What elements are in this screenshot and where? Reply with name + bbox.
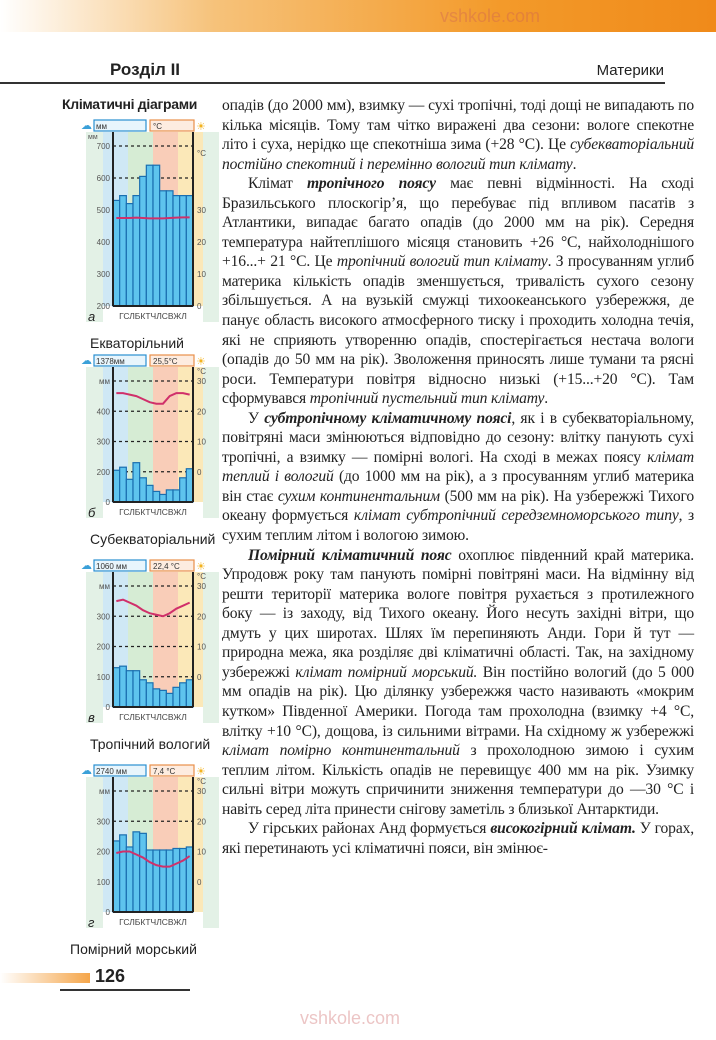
- precip-bar: [140, 680, 147, 707]
- text-run: , з сухим теплим літом і вологою зимою.: [222, 507, 694, 545]
- left-tick-label: 100: [96, 877, 110, 887]
- emphasis-text: субтропічному кліматичному поясі: [264, 409, 512, 427]
- precip-bar: [146, 165, 153, 306]
- precip-bar: [133, 671, 140, 707]
- precip-bar: [120, 467, 127, 502]
- page-number-band: [0, 973, 90, 983]
- left-unit: мм: [88, 134, 98, 141]
- diagram-caption: Тропічний вологий: [90, 736, 211, 752]
- emphasis-text: клімат теплий і вологий: [222, 448, 694, 486]
- precip-total: 1378мм: [96, 357, 125, 366]
- month-labels: ГСЛБКТЧЛСВЖЛ: [119, 917, 187, 927]
- emphasis-text: тропічного поясу: [306, 175, 436, 193]
- precip-bar: [126, 671, 133, 707]
- precip-bar: [160, 690, 167, 707]
- sun-icon: ☀: [196, 356, 206, 368]
- cloud-icon: ☁: [81, 560, 92, 572]
- right-tick-label: 30: [197, 377, 206, 386]
- precip-bar: [180, 196, 187, 306]
- precip-bar: [140, 478, 147, 502]
- right-tick-label: 20: [197, 238, 206, 247]
- diagram-letter: г: [88, 915, 95, 930]
- header-rule: [0, 82, 665, 84]
- precip-bar: [146, 850, 153, 912]
- left-tick-label: 400: [96, 238, 110, 247]
- climate-diagram: [78, 558, 220, 752]
- left-tick-label: 300: [96, 270, 110, 279]
- text-run: з прохолодною зимою і сухим теплим літом. Кількість опадів не перевищує 400 мм на рік. Узимку сильні вітри можуть спричинити зниження температури до —30 °C і навіть серед літа принести снігову заметіль з близької Антарктиди.: [222, 742, 694, 818]
- cloud-icon: ☁: [81, 765, 92, 777]
- emphasis-text: високогірний клімат.: [490, 820, 636, 838]
- header-band: [0, 0, 716, 32]
- cloud-icon: ☁: [81, 355, 92, 367]
- text-run: У гірських районах Анд формується: [248, 820, 491, 838]
- precip-bar: [180, 478, 187, 502]
- right-unit: °C: [197, 367, 206, 376]
- diagram-svg: [78, 763, 220, 939]
- diagram-caption: Екваторільний: [90, 335, 184, 351]
- right-tick-label: 10: [197, 847, 206, 857]
- left-tick-label: 500: [96, 206, 110, 215]
- text-run: (500 мм на рік). На узбережжі Тихого океану формується: [222, 487, 694, 525]
- section-title: Розділ II: [110, 60, 181, 79]
- right-tick-label: 20: [197, 612, 206, 622]
- paragraph: [222, 546, 694, 820]
- right-unit: °C: [197, 777, 206, 786]
- temp-mean: °C: [153, 122, 162, 131]
- precip-bar: [120, 196, 127, 306]
- text-run: .: [572, 155, 577, 173]
- precip-bar: [140, 176, 147, 306]
- diagram-caption: Субекваторіальний: [90, 531, 216, 547]
- left-tick-label: 0: [105, 498, 110, 507]
- left-tick-label: 200: [96, 302, 110, 311]
- axis-panel: [203, 132, 219, 322]
- precip-total: 2740 мм: [96, 767, 128, 776]
- text-run: опадів (до 2000 мм), взимку — сухі тропічні, тоді дощі не випадають по кілька місяців. Тому там чітко виражені два сезони: вологе спекотне літо і суха, нерідко ще спекотніша зима (+28 °C). Це: [222, 97, 694, 154]
- text-run: охоплює південний край материка. Упродовж року там панують помірні повітряні маси. На відмінну від решти території материка вологе повітря рухається з протилежного боку — із заходу, від Тихого океану. Його несуть західні вітри, що дмуть у цих широтах. Шлях їм перепиняють Анди. Гори й тут — природна межа, яка розділяє дві кліматичні області. Так, на західному узбережжі: [222, 546, 694, 681]
- diagram-letter: а: [88, 309, 96, 324]
- precip-bar: [153, 850, 160, 912]
- precip-bar: [173, 196, 180, 306]
- precip-bar: [173, 687, 180, 707]
- precip-bar: [153, 491, 160, 502]
- sun-icon: ☀: [196, 121, 206, 133]
- left-tick-label: 0: [105, 908, 110, 917]
- right-tick-label: 20: [197, 817, 206, 827]
- month-labels: ГСЛБКТЧЛСВЖЛ: [119, 507, 187, 517]
- emphasis-text: тропічний вологий тип клімату: [336, 253, 548, 271]
- paragraph: [222, 819, 694, 858]
- precip-bar: [180, 683, 187, 707]
- sidebar-title: Кліматичні діаграми: [62, 96, 198, 112]
- emphasis-text: Помірний кліматичний пояс: [248, 546, 452, 564]
- right-tick-label: 10: [197, 270, 206, 279]
- left-tick-label: 600: [96, 174, 110, 183]
- paragraph: [222, 96, 694, 174]
- cloud-icon: ☁: [81, 120, 92, 132]
- diagram-letter: в: [88, 710, 95, 725]
- text-run: має певні відмінності. На сході Бразильського плоскогір’я, що перебуває під впливом пасатів з Атлантики, випадає багато опадів (до 2000 мм на рік). Середня температура найтеплішого місяця становить +26 °C, найхолоднішого +16...+ 21 °C. Це: [222, 175, 695, 271]
- precip-bar: [173, 490, 180, 502]
- season-band: [153, 367, 178, 502]
- precip-bar: [173, 848, 180, 912]
- temp-mean: 25,5°C: [153, 357, 178, 366]
- text-run: , як і в субекваторіальному, повітряні маси змінюються відповідно до сезону: влітку панують сухі тропічні, а взимку — помірні вологі. На сході в межах поясу: [222, 409, 694, 466]
- precip-bar: [153, 689, 160, 707]
- watermark: vshkole.com: [300, 1008, 401, 1028]
- text-run: (до 1000 мм на рік), а з просуванням углиб материка він стає: [222, 468, 694, 505]
- text-run: Клімат: [248, 175, 307, 193]
- watermark: vshkole.com: [440, 6, 541, 26]
- precip-bar: [120, 666, 127, 707]
- climate-diagram: [78, 353, 220, 547]
- precip-bar: [166, 490, 173, 502]
- left-tick-label: 200: [96, 847, 110, 857]
- emphasis-text: клімат субтропічний середземноморського типу: [353, 507, 679, 525]
- text-run: Він постійно вологий (до 5 000 мм опадів на рік). Цю ділянку узбережжя часто називають «мокрим кутком» Південної Америки. Погода там прохолодна (взимку +4 °C, влітку +10 °C), дощова, із сильними вітрами. На східному ж узбережжі: [222, 663, 695, 740]
- paragraph: [222, 409, 694, 546]
- climate-diagram: [70, 763, 220, 957]
- precip-bar: [166, 693, 173, 707]
- page-number: 126: [95, 966, 126, 986]
- sun-icon: ☀: [196, 561, 206, 573]
- right-tick-label: 20: [197, 407, 206, 417]
- right-unit: °C: [197, 572, 206, 581]
- precip-bar: [126, 479, 133, 502]
- left-tick-label: мм: [99, 582, 110, 591]
- emphasis-text: субекваторіальний постійно спекотний і перемінно вологий тип клімату: [222, 136, 694, 173]
- temp-mean: 7,4 °C: [153, 767, 176, 776]
- right-tick-label: 0: [197, 467, 202, 477]
- axis-panel: [86, 132, 103, 322]
- left-tick-label: 100: [96, 672, 110, 682]
- temp-line: [116, 217, 189, 218]
- left-tick-label: 200: [96, 642, 110, 652]
- precip-bar: [160, 494, 167, 502]
- precip-bar: [133, 463, 140, 502]
- chapter-title: Материки: [596, 62, 664, 79]
- left-tick-label: 200: [96, 467, 110, 477]
- diagram-svg: [78, 118, 220, 333]
- text-run: . З просуванням углиб материка кількість опадів зменшується, тривалість сухого сезону збільшується. А на вузькій смужці тихоокеанського узбережжя, де панує область високого атмосферного тиску і проходить холодна течія, які не сприяють утворенню опадів, спостерігається нестача вологи (опадів до 50 мм на рік). Зволоження приносять лише тумани та рясні роси. Температури повітря відносно низькі (+15...+20 °C). Там сформувався: [222, 253, 694, 408]
- main-text: [222, 96, 694, 858]
- left-tick-label: 300: [96, 612, 110, 622]
- precip-bar: [133, 196, 140, 306]
- right-tick-label: 30: [197, 787, 206, 796]
- footer-rule: [60, 989, 190, 991]
- diagram-caption: Помірний морський: [70, 941, 197, 957]
- precip-bar: [133, 832, 140, 912]
- emphasis-text: клімат помірно континентальний: [222, 742, 460, 760]
- right-tick-label: 10: [197, 437, 206, 447]
- emphasis-text: клімат помірний морський.: [295, 663, 478, 681]
- right-unit: °C: [197, 149, 206, 158]
- precip-bar: [153, 165, 160, 306]
- left-tick-label: 400: [96, 407, 110, 417]
- precip-bar: [166, 191, 173, 306]
- precip-bar: [146, 485, 153, 502]
- precip-bar: [140, 833, 147, 912]
- left-tick-label: 300: [96, 817, 110, 827]
- emphasis-text: тропічний пустельний тип клімату: [309, 390, 545, 408]
- right-tick-label: 0: [197, 877, 202, 887]
- right-tick-label: 0: [197, 672, 202, 682]
- right-tick-label: 0: [197, 302, 202, 311]
- precip-bar: [166, 850, 173, 912]
- climate-diagram: [78, 118, 220, 351]
- left-tick-label: 700: [96, 142, 110, 151]
- precip-bar: [160, 191, 167, 306]
- emphasis-text: сухим континентальним: [277, 487, 440, 505]
- text-run: .: [544, 390, 548, 408]
- text-run: У: [248, 409, 265, 427]
- month-labels: ГСЛБКТЧЛСВЖЛ: [119, 712, 187, 722]
- diagram-letter: б: [88, 505, 96, 520]
- precip-total: мм: [96, 122, 107, 131]
- precip-total: 1060 мм: [96, 562, 128, 571]
- left-tick-label: мм: [99, 787, 110, 796]
- precip-bar: [126, 847, 133, 912]
- text-run: У горах, які перетинають усі кліматичні пояси, він змінює-: [222, 820, 694, 857]
- diagram-svg: [78, 353, 220, 529]
- month-labels: ГСЛБКТЧЛСВЖЛ: [119, 311, 187, 321]
- diagram-svg: [78, 558, 220, 734]
- left-tick-label: 300: [96, 437, 110, 447]
- sun-icon: ☀: [196, 766, 206, 778]
- precip-bar: [160, 850, 167, 912]
- left-tick-label: мм: [99, 377, 110, 386]
- precip-bar: [120, 835, 127, 912]
- precip-bar: [146, 683, 153, 707]
- paragraph: [222, 174, 694, 409]
- left-tick-label: 0: [105, 703, 110, 712]
- right-tick-label: 30: [197, 206, 206, 215]
- right-tick-label: 10: [197, 642, 206, 652]
- right-tick-label: 30: [197, 582, 206, 591]
- temp-mean: 22,4 °C: [153, 562, 180, 571]
